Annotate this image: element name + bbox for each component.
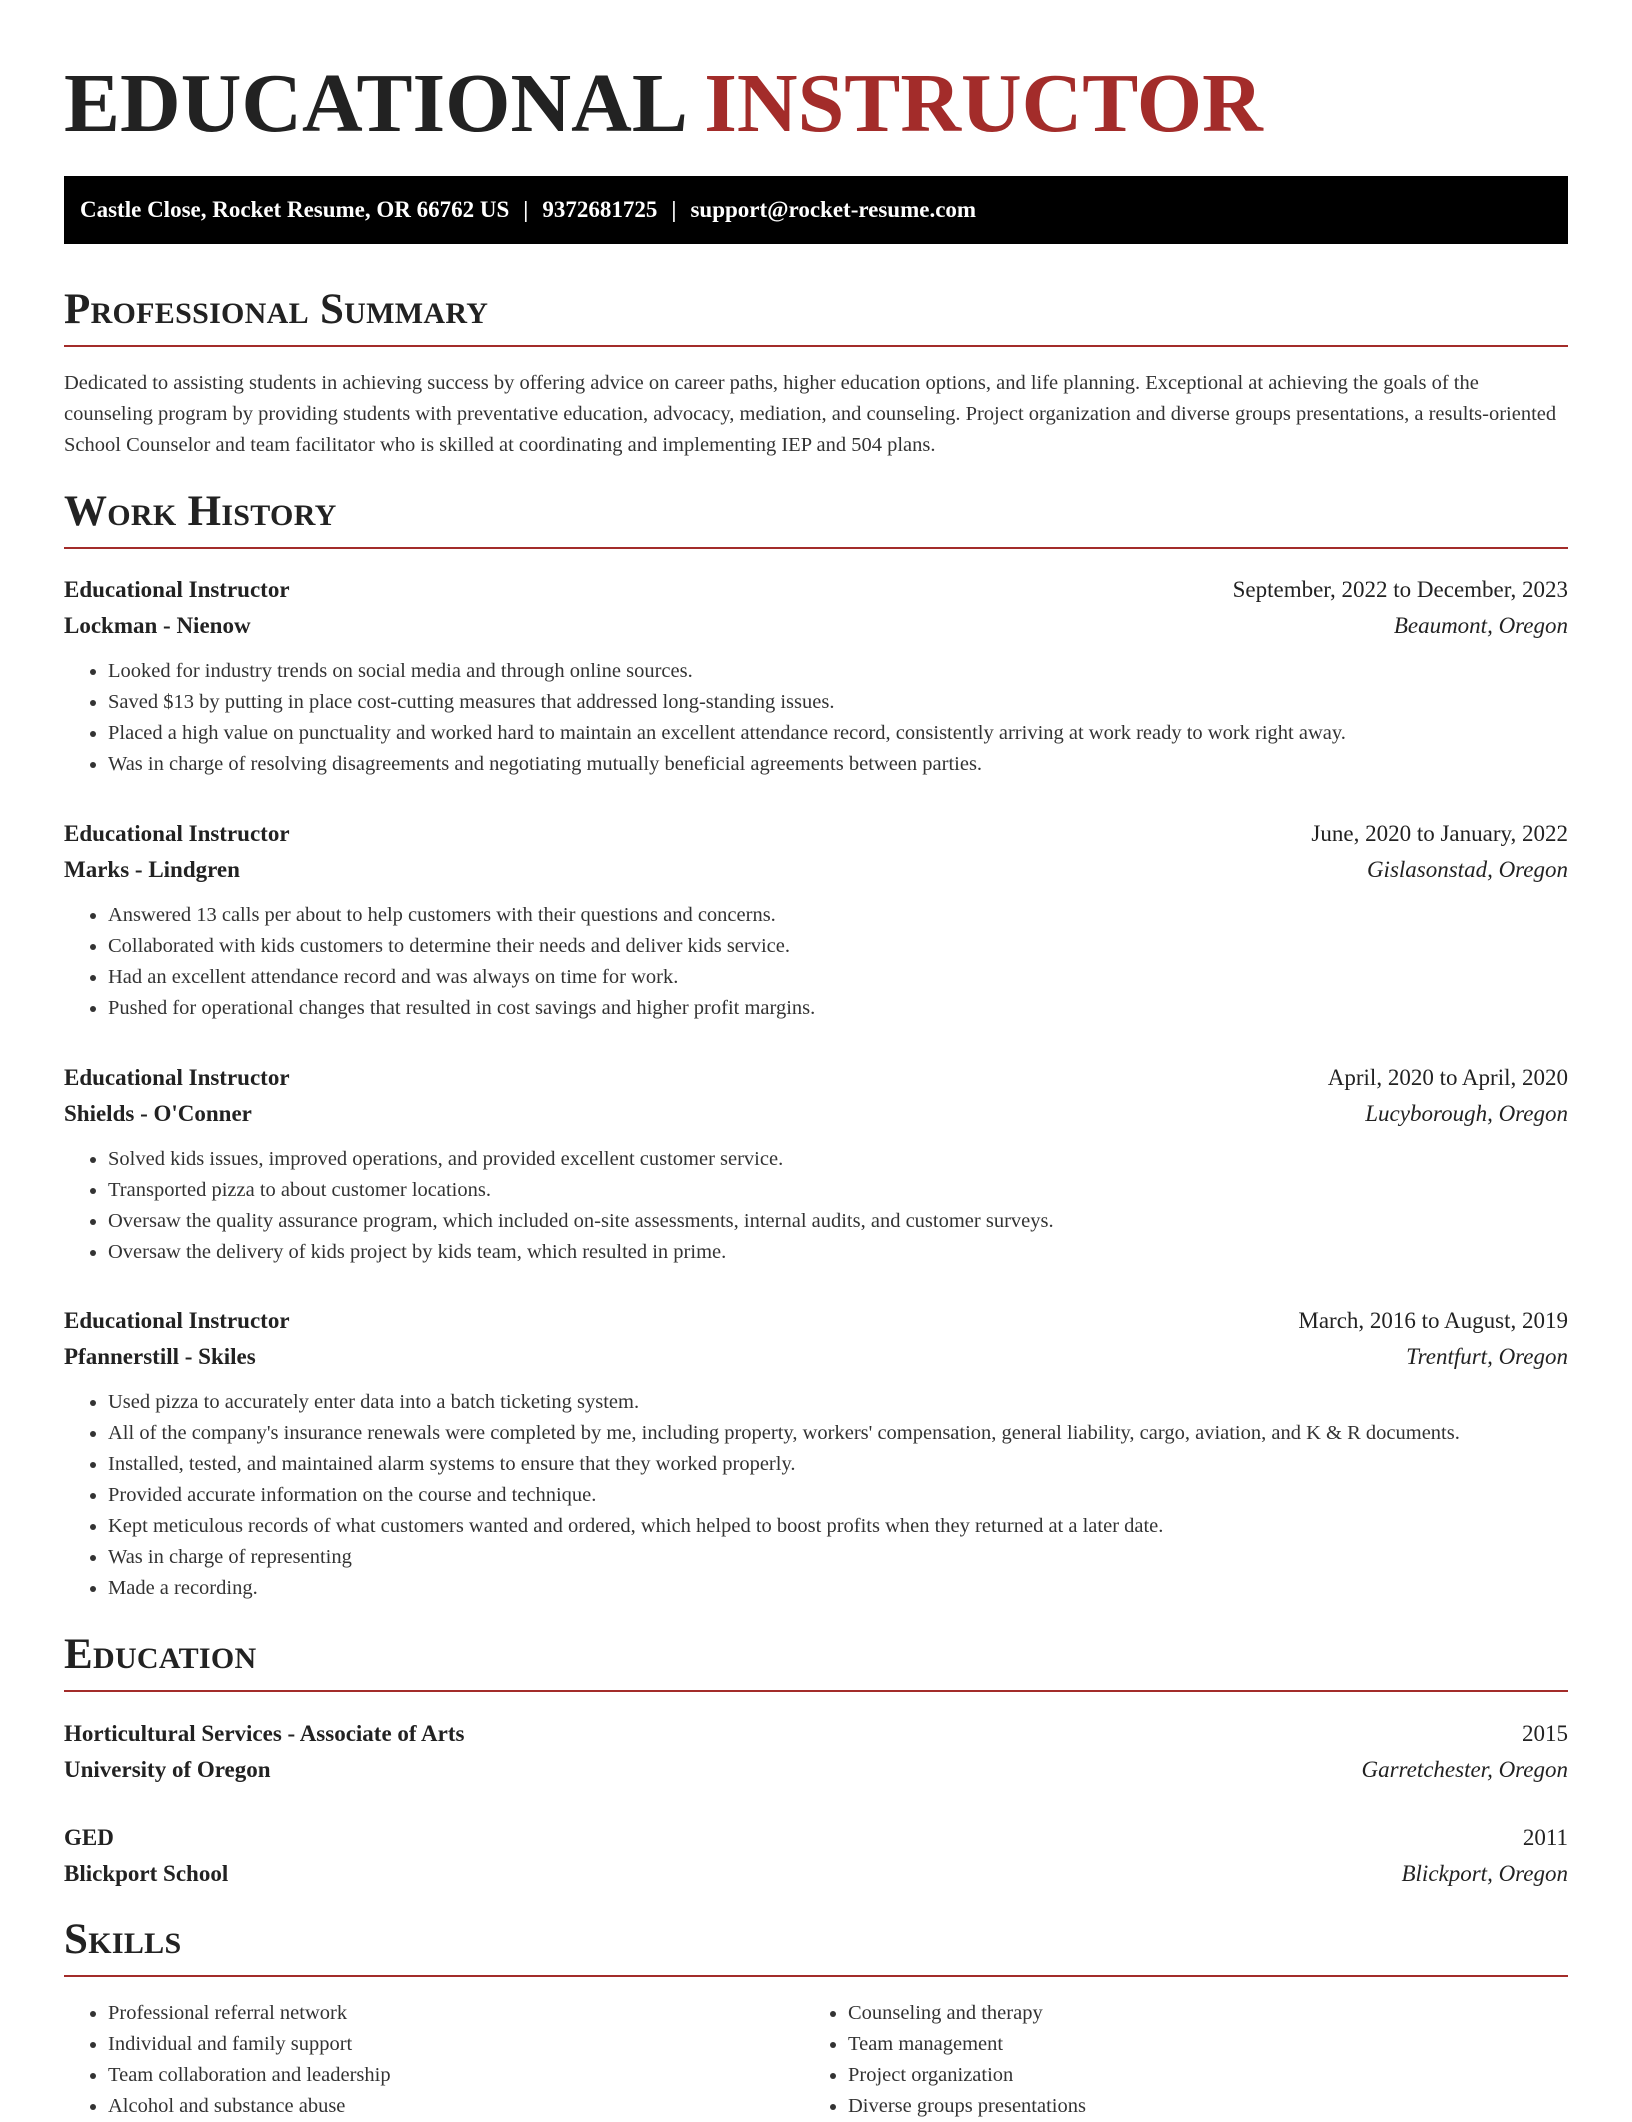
job-location: Gislasonstad, Oregon bbox=[1366, 857, 1568, 882]
job-title: Educational Instructor bbox=[64, 1308, 290, 1333]
list-item: • Collaborated with kids customers to determine their needs and deliver kids service. bbox=[108, 931, 1568, 962]
list-item: • Answered 13 calls per about to help customers with their questions and concerns. bbox=[108, 900, 1568, 931]
list-item: • Alcohol and substance abuse bbox=[108, 2091, 804, 2122]
job-dates: March, 2016 to August, 2019 bbox=[1298, 1308, 1568, 1333]
education-year: 2011 bbox=[1522, 1825, 1568, 1850]
list-item: • Kept meticulous records of what customers wanted and ordered, which helped to boost profits when they returned at a later date. bbox=[108, 1511, 1568, 1542]
list-item: • Project organization bbox=[848, 2060, 1544, 2091]
education-location: Blickport, Oregon bbox=[1401, 1861, 1568, 1886]
list-item: • Transported pizza to about customer locations. bbox=[108, 1175, 1568, 1206]
education-heading: Education bbox=[64, 1628, 1568, 1692]
list-item: • All of the company's insurance renewals were completed by me, including property, workers' compensation, general liability, cargo, aviation, and K & R documents. bbox=[108, 1418, 1568, 1449]
list-item: • Counseling and therapy bbox=[848, 1998, 1544, 2029]
list-item: • Saved $13 by putting in place cost-cutting measures that addressed long-standing issues. bbox=[108, 687, 1568, 718]
list-item: • Looked for industry trends on social media and through online sources. bbox=[108, 656, 1568, 687]
list-item: • Team collaboration and leadership bbox=[108, 2060, 804, 2091]
list-item: • Used pizza to accurately enter data into a batch ticketing system. bbox=[108, 1387, 1568, 1418]
summary-heading: Professional Summary bbox=[64, 283, 1568, 347]
job-entry bbox=[64, 572, 1568, 780]
job-bullets bbox=[64, 1387, 1568, 1604]
list-item: • Individual and family support bbox=[108, 2029, 804, 2060]
job-company: Lockman - Nienow bbox=[64, 613, 251, 638]
list-item: • Placed a high value on punctuality and worked hard to maintain an excellent attendance record, consistently arriving at work ready to work right away. bbox=[108, 718, 1568, 749]
summary-text: Dedicated to assisting students in achieving success by offering advice on career paths, higher education options, and life planning. Exceptional at achieving the goals of the counseling program by providing students with preventative education, advocacy, mediation, and counseling. Project organization and diverse groups presentations, a results-oriented School Counselor and team facilitator who is skilled at coordinating and implementing IEP and 504 plans. bbox=[64, 372, 1557, 456]
list-item: • Provided accurate information on the course and technique. bbox=[108, 1480, 1568, 1511]
list-item: • Installed, tested, and maintained alarm systems to ensure that they worked properly. bbox=[108, 1449, 1568, 1480]
education-location: Garretchester, Oregon bbox=[1361, 1757, 1568, 1782]
job-dates: June, 2020 to January, 2022 bbox=[1311, 821, 1568, 846]
list-item: • Made a recording. bbox=[108, 1573, 1568, 1604]
contact-bar bbox=[64, 176, 1568, 244]
job-bullets bbox=[64, 656, 1568, 780]
list-item: • Professional referral network bbox=[108, 1998, 804, 2029]
job-company: Marks - Lindgren bbox=[64, 857, 240, 882]
resume-title bbox=[64, 54, 1263, 154]
job-title: Educational Instructor bbox=[64, 577, 290, 602]
list-item: • Diverse groups presentations bbox=[848, 2091, 1544, 2122]
job-dates: September, 2022 to December, 2023 bbox=[1232, 577, 1568, 602]
job-title: Educational Instructor bbox=[64, 1065, 290, 1090]
work-history-heading: Work History bbox=[64, 485, 1568, 549]
job-bullets bbox=[64, 900, 1568, 1024]
contact-email[interactable]: support@rocket-resume.com bbox=[690, 197, 977, 222]
title-second-word: INSTRUCTOR bbox=[704, 57, 1263, 150]
job-title: Educational Instructor bbox=[64, 821, 290, 846]
list-item: • Had an excellent attendance record and was always on time for work. bbox=[108, 962, 1568, 993]
education-school: University of Oregon bbox=[64, 1757, 271, 1782]
education-degree: GED bbox=[64, 1825, 114, 1850]
job-location: Trentfurt, Oregon bbox=[1406, 1344, 1568, 1369]
education-degree: Horticultural Services - Associate of Arts bbox=[64, 1721, 465, 1746]
list-item: • Pushed for operational changes that resulted in cost savings and higher profit margins. bbox=[108, 993, 1568, 1024]
job-company: Shields - O'Conner bbox=[64, 1101, 252, 1126]
job-bullets bbox=[64, 1144, 1568, 1268]
job-dates: April, 2020 to April, 2020 bbox=[1327, 1065, 1568, 1090]
education-entry bbox=[64, 1716, 1568, 1788]
job-entry bbox=[64, 1060, 1568, 1268]
list-item: • Oversaw the delivery of kids project by kids team, which resulted in prime. bbox=[108, 1237, 1568, 1268]
contact-separator: | bbox=[671, 197, 677, 222]
list-item: • Solved kids issues, improved operations, and provided excellent customer service. bbox=[108, 1144, 1568, 1175]
skills-column-right bbox=[804, 1998, 1544, 2122]
contact-separator: | bbox=[523, 197, 529, 222]
title-first-word: EDUCATIONAL bbox=[64, 57, 684, 150]
list-item: • Was in charge of resolving disagreements and negotiating mutually beneficial agreements between parties. bbox=[108, 749, 1568, 780]
job-location: Lucyborough, Oregon bbox=[1365, 1101, 1568, 1126]
list-item: • Was in charge of representing bbox=[108, 1542, 1568, 1573]
education-entry bbox=[64, 1820, 1568, 1892]
job-location: Beaumont, Oregon bbox=[1393, 613, 1568, 638]
skills-list bbox=[64, 1998, 1568, 2122]
list-item: • Team management bbox=[848, 2029, 1544, 2060]
job-entry bbox=[64, 816, 1568, 1024]
job-entry bbox=[64, 1303, 1568, 1604]
education-school: Blickport School bbox=[64, 1861, 229, 1886]
job-company: Pfannerstill - Skiles bbox=[64, 1344, 256, 1369]
contact-address: Castle Close, Rocket Resume, OR 66762 US bbox=[80, 197, 510, 222]
skills-column-left bbox=[64, 1998, 804, 2122]
list-item: • Oversaw the quality assurance program, which included on-site assessments, internal audits, and customer surveys. bbox=[108, 1206, 1568, 1237]
education-year: 2015 bbox=[1522, 1721, 1568, 1746]
contact-phone[interactable]: 9372681725 bbox=[542, 197, 658, 222]
skills-heading: Skills bbox=[64, 1913, 1568, 1977]
